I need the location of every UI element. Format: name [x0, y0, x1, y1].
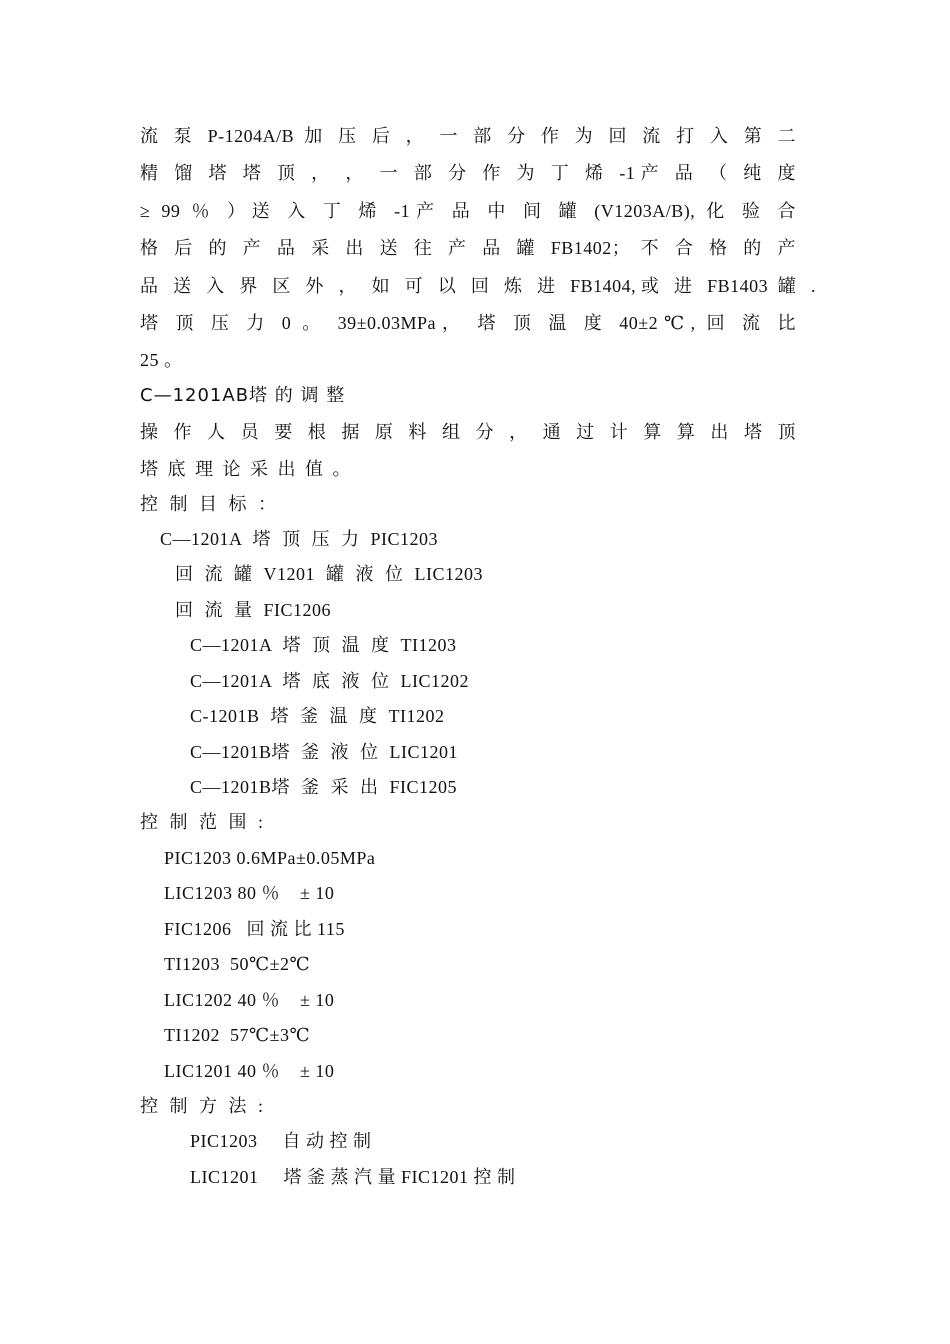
intro-line-4: 格 后 的 产 品 采 出 送 往 产 品 罐 FB1402； 不 合 格 的 产: [140, 238, 796, 258]
intro-line-7: 25 。: [140, 350, 183, 370]
range-item-7: LIC1201 40 ％ ± 10: [164, 1061, 335, 1081]
method-item-1: PIC1203 自 动 控 制: [190, 1131, 372, 1151]
target-item-7: C—1201B塔 釜 液 位 LIC1201: [190, 742, 459, 762]
intro-line-6: 塔 顶 压 力 0 。 39±0.03MPa， 塔 顶 温 度 40±2℃, 回 流 比: [140, 313, 796, 333]
target-item-2: 回 流 罐 V1201 罐 液 位 LIC1203: [175, 564, 483, 584]
range-item-3: FIC1206 回 流 比 115: [164, 919, 345, 939]
methods-label: 控 制 方 法 :: [140, 1096, 264, 1116]
range-item-6: TI1202 57℃±3℃: [164, 1025, 311, 1045]
ranges-label: 控 制 范 围 :: [140, 812, 264, 832]
range-item-4: TI1203 50℃±2℃: [164, 954, 311, 974]
intro-line-5: 品 送 入 界 区 外 ， 如 可 以 回 炼 进 FB1404,或 进 FB1403 罐 .: [140, 276, 816, 296]
intro-line-1: 流 泵 P-1204A/B 加 压 后 ， 一 部 分 作 为 回 流 打 入 第 二: [140, 126, 796, 146]
target-item-5: C—1201A 塔 底 液 位 LIC1202: [190, 671, 470, 691]
target-item-3: 回 流 量 FIC1206: [175, 600, 332, 620]
section-title: C—1201AB塔 的 调 整: [140, 385, 346, 406]
method-item-2: LIC1201 塔 釜 蒸 汽 量 FIC1201 控 制: [190, 1167, 516, 1187]
intro-line-2: 精 馏 塔 塔 顶 ， ， 一 部 分 作 为 丁 烯 -1产 品 （ 纯 度: [140, 163, 796, 183]
target-item-8: C—1201B塔 釜 采 出 FIC1205: [190, 777, 458, 797]
target-item-1: C—1201A 塔 顶 压 力 PIC1203: [160, 529, 439, 549]
section-para-line-2: 塔 底 理 论 采 出 值 。: [140, 459, 351, 479]
range-item-2: LIC1203 80 ％ ± 10: [164, 883, 335, 903]
range-item-1: PIC1203 0.6MPa±0.05MPa: [164, 848, 376, 868]
intro-line-3: ≥ 99 ％ ）送 入 丁 烯 -1产 品 中 间 罐 (V1203A/B), 化 验 合: [140, 201, 796, 221]
target-item-4: C—1201A 塔 顶 温 度 TI1203: [190, 635, 457, 655]
target-item-6: C-1201B 塔 釜 温 度 TI1202: [190, 706, 445, 726]
range-item-5: LIC1202 40 ％ ± 10: [164, 990, 335, 1010]
targets-label: 控 制 目 标 ：: [140, 494, 277, 514]
section-para-line-1: 操 作 人 员 要 根 据 原 料 组 分 ， 通 过 计 算 算 出 塔 顶: [140, 422, 796, 442]
